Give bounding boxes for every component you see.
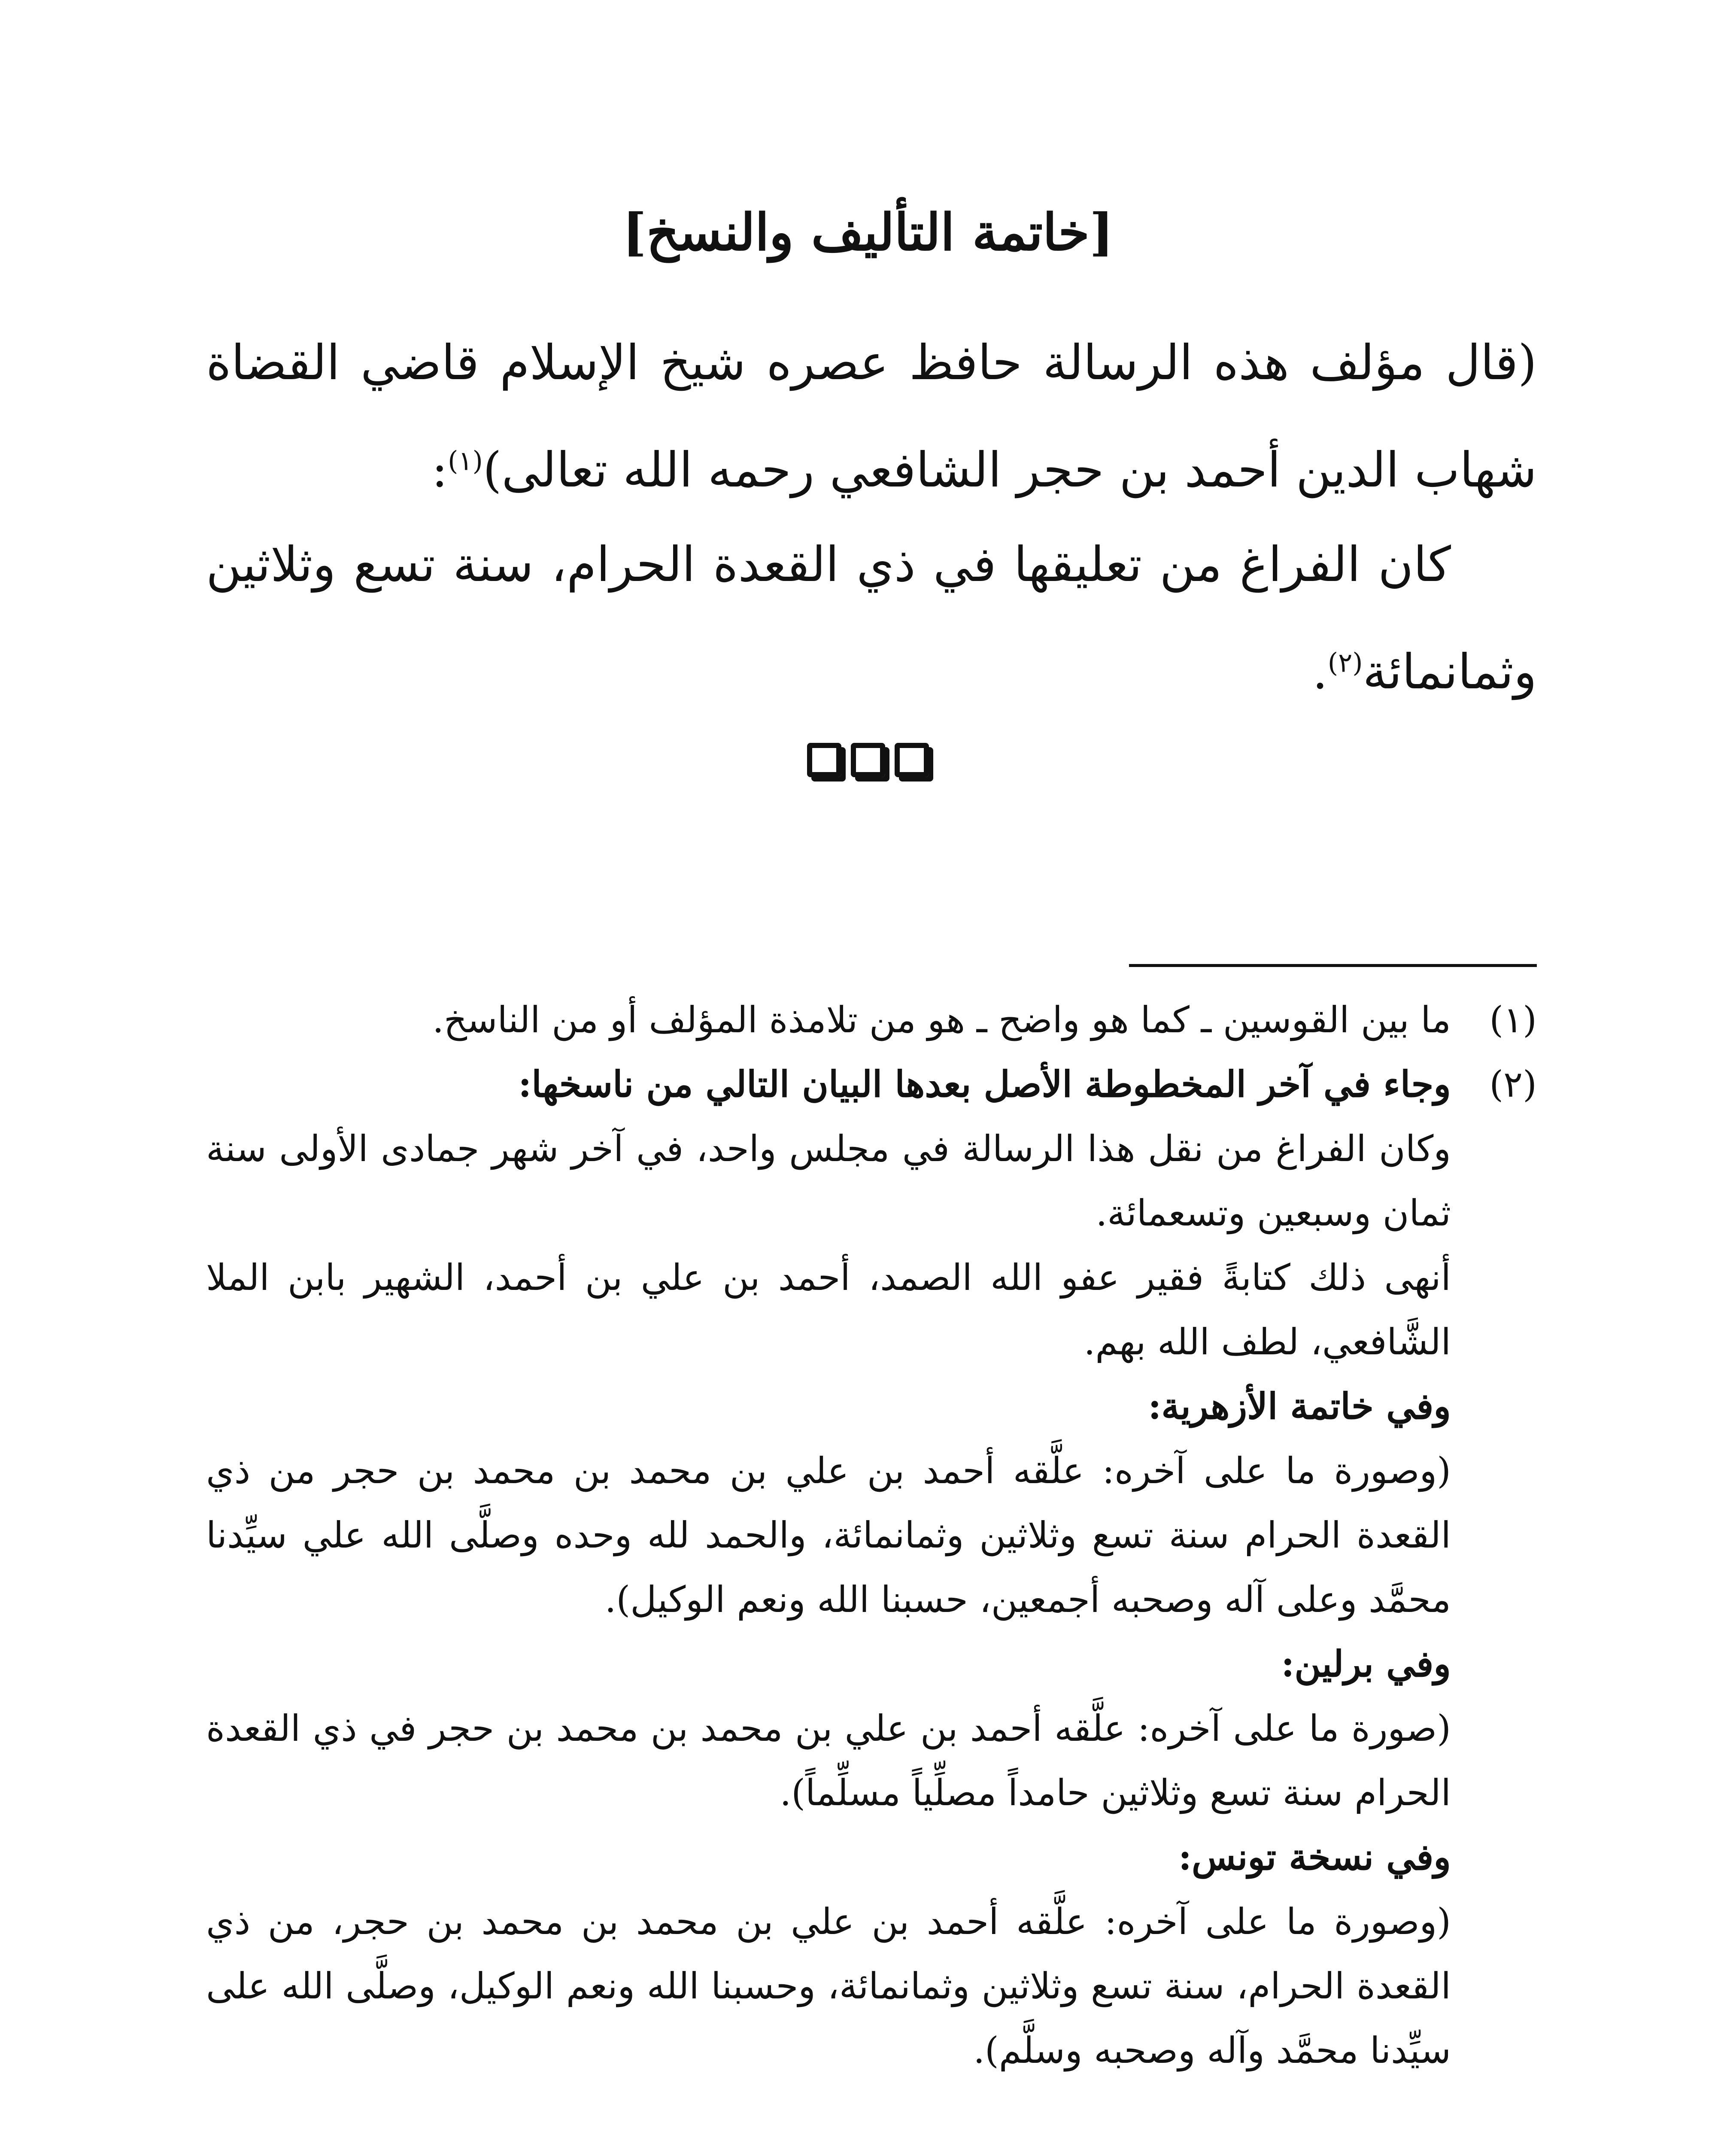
footnote-ref-1: (١) bbox=[448, 445, 483, 477]
square-ornament-icon bbox=[851, 743, 885, 777]
footnote-1 bbox=[206, 988, 1537, 1052]
footnote-number: (٢) bbox=[1489, 1063, 1537, 1105]
footnote-2-line: (وصورة ما على آخره: علَّقه أحمد بن علي بن محمد بن محمد بن حجر من ذي القعدة الحرام سنة تسع وثلاثين وثمانمائة، والحمد لله وحده وصلَّى الله علي سيِّدنا محمَّد وعلى آله وصحبه أجمعين، حسبنا الله ونعم الوكيل). bbox=[206, 1450, 1451, 1621]
section-heading: [خاتمة التأليف والنسخ] bbox=[622, 202, 1114, 262]
footnotes bbox=[206, 988, 1537, 2083]
footnote-2-line: وكان الفراغ من نقل هذا الرسالة في مجلس واحد، في آخر شهر جمادى الأولى سنة ثمان وسبعين وتسعمائة. bbox=[206, 1128, 1451, 1234]
section-end-ornament bbox=[0, 743, 1736, 777]
footnote-2-line: أنهى ذلك كتابةً فقير عفو الله الصمد، أحمد بن علي بن أحمد، الشهير بابن الملا الشَّافعي، لطف الله بهم. bbox=[206, 1256, 1451, 1363]
footnote-separator bbox=[1129, 964, 1537, 967]
footnote-number: (١) bbox=[1489, 999, 1537, 1041]
completion-paragraph bbox=[206, 511, 1537, 726]
footnote-2-label: وفي خاتمة الأزهرية: bbox=[1148, 1385, 1451, 1427]
colophon-text: (قال مؤلف هذه الرسالة حافظ عصره شيخ الإسلام قاضي القضاة شهاب الدين أحمد بن حجر الشافعي رحمه الله تعالى) bbox=[206, 335, 1537, 498]
footnote-text: وجاء في آخر المخطوطة الأصل بعدها البيان التالي من ناسخها: bbox=[518, 1063, 1451, 1105]
colophon-paragraph bbox=[206, 309, 1537, 524]
completion-tail: . bbox=[1312, 644, 1328, 700]
footnote-text: ما بين القوسين ـ كما هو واضح ـ هو من تلامذة المؤلف أو من الناسخ. bbox=[432, 999, 1451, 1041]
footnote-ref-2: (٢) bbox=[1327, 647, 1363, 678]
footnote-2 bbox=[206, 1052, 1537, 1116]
footnote-2-line: (صورة ما على آخره: علَّقه أحمد بن علي بن محمد بن محمد بن حجر في ذي القعدة الحرام سنة تسع وثلاثين حامداً مصلِّياً مسلِّماً). bbox=[206, 1707, 1451, 1814]
completion-text: كان الفراغ من تعليقها في ذي القعدة الحرام، سنة تسع وثلاثين وثمانمائة bbox=[206, 537, 1537, 700]
square-ornament-icon bbox=[895, 743, 929, 777]
square-ornament-icon bbox=[807, 743, 841, 777]
footnote-2-line: (وصورة ما على آخره: علَّقه أحمد بن علي بن محمد بن محمد بن حجر، من ذي القعدة الحرام، سنة تسع وثلاثين وثمانمائة، وحسبنا الله ونعم الوكيل، وصلَّى الله على سيِّدنا محمَّد وآله وصحبه وسلَّم). bbox=[206, 1901, 1451, 2071]
footnote-2-label: وفي برلين: bbox=[1281, 1642, 1451, 1685]
footnote-2-label: وفي نسخة تونس: bbox=[1178, 1836, 1451, 1878]
colophon-tail: : bbox=[431, 442, 448, 498]
